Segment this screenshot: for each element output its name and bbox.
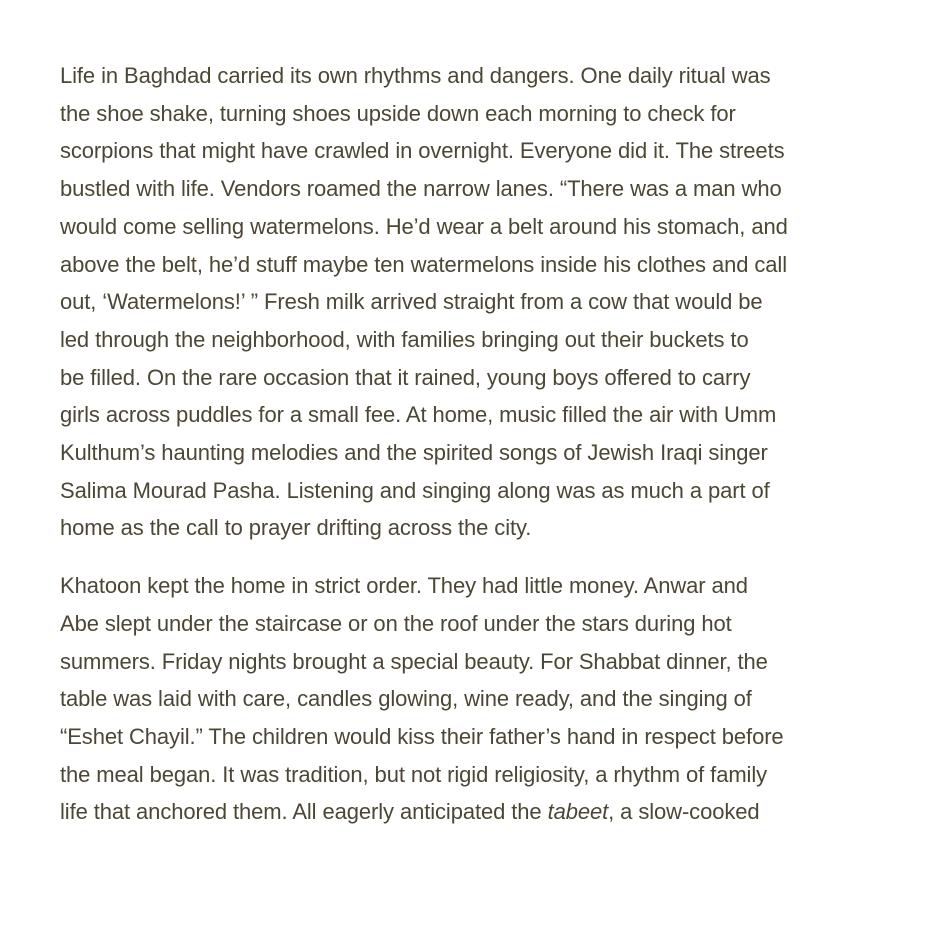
text-line: led through the neighborhood, with families bringing out their buckets to	[60, 326, 749, 352]
text-line: the shoe shake, turning shoes upside down each morning to check for	[60, 100, 736, 126]
text-line: Khatoon kept the home in strict order. They had little money. Anwar and	[60, 573, 748, 599]
text-segment: , a slow-cooked	[608, 799, 760, 825]
text-line: out, ‘Watermelons!’ ” Fresh milk arrived straight from a cow that would be	[60, 289, 763, 315]
text-line: Salima Mourad Pasha. Listening and singing along was as much a part of	[60, 477, 770, 503]
text-line: bustled with life. Vendors roamed the narrow lanes. “There was a man who	[60, 176, 782, 202]
text-line: summers. Friday nights brought a special beauty. For Shabbat dinner, the	[60, 648, 768, 674]
paragraph-baghdad-life	[60, 57, 892, 547]
text-line: above the belt, he’d stuff maybe ten watermelons inside his clothes and call	[60, 251, 787, 277]
italic-term-tabeet: tabeet	[547, 799, 609, 825]
text-line: be filled. On the rare occasion that it rained, young boys offered to carry	[60, 364, 751, 390]
text-line: table was laid with care, candles glowing, wine ready, and the singing of	[60, 686, 752, 712]
text-line: Kulthum’s haunting melodies and the spirited songs of Jewish Iraqi singer	[60, 440, 768, 466]
text-line: “Eshet Chayil.” The children would kiss their father’s hand in respect before	[60, 723, 784, 749]
text-line: the meal began. It was tradition, but not rigid religiosity, a rhythm of family	[60, 761, 768, 787]
text-line: Life in Baghdad carried its own rhythms and dangers. One daily ritual was	[60, 63, 771, 88]
text-line: home as the call to prayer drifting across the city.	[60, 515, 532, 541]
text-line-with-italic	[60, 793, 892, 831]
text-line: scorpions that might have crawled in overnight. Everyone did it. The streets	[60, 138, 785, 164]
text-line: girls across puddles for a small fee. At home, music filled the air with Umm	[60, 402, 777, 428]
text-line: would come selling watermelons. He’d wear a belt around his stomach, and	[60, 213, 788, 239]
text-segment: life that anchored them. All eagerly anticipated the	[60, 799, 548, 825]
text-line: Abe slept under the staircase or on the roof under the stars during hot	[60, 610, 732, 636]
paragraph-khatoon-home	[60, 567, 892, 831]
document-page	[60, 57, 892, 831]
